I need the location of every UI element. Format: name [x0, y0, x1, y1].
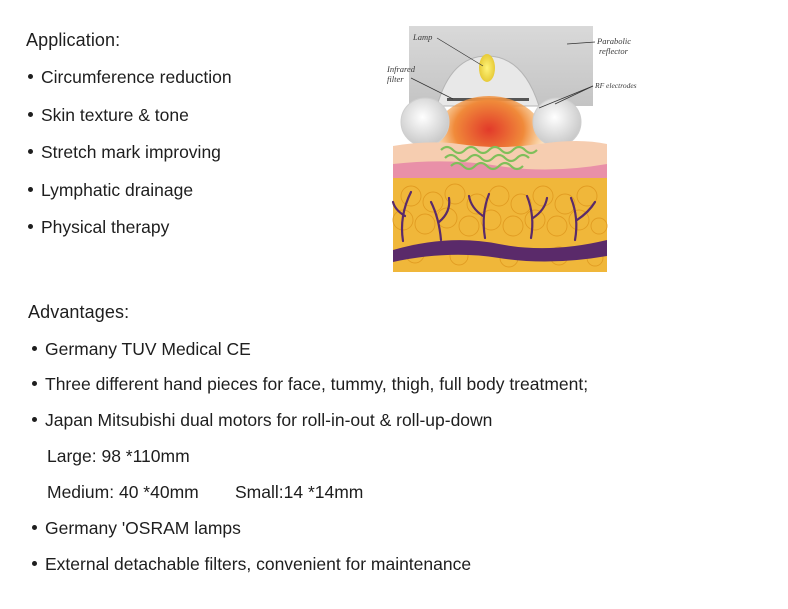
size-large: Large: 98 *110mm [47, 446, 190, 466]
rf-electrodes-label: RF electrodes [595, 81, 637, 90]
bullet-icon [28, 74, 33, 79]
advantage-item-label: Three different hand pieces for face, tummy, thigh, full body treatment; [45, 374, 589, 394]
application-item [28, 142, 221, 163]
bullet-icon [28, 112, 33, 117]
bullet-icon [28, 149, 33, 154]
size-medium: Medium: 40 *40mm [47, 482, 199, 502]
lamp-icon [479, 54, 495, 82]
bullet-icon [32, 561, 37, 566]
application-item-label: Circumference reduction [41, 67, 232, 87]
infrared-label: Infrared [387, 64, 416, 74]
application-item [28, 105, 189, 126]
reflector-label: reflector [599, 46, 628, 56]
rf-electrode-roller-left [401, 98, 449, 146]
advantage-item-label: Japan Mitsubishi dual motors for roll-in-out & roll-up-down [45, 410, 493, 430]
rf-electrode-roller-right [533, 98, 581, 146]
lamp-label: Lamp [413, 32, 433, 42]
advantage-item-label: Germany TUV Medical CE [45, 339, 251, 359]
bullet-icon [28, 187, 33, 192]
advantage-item [32, 554, 471, 575]
bullet-icon [32, 346, 37, 351]
size-small: Small:14 *14mm [235, 482, 364, 502]
advantage-item-label: External detachable filters, convenient for maintenance [45, 554, 472, 574]
advantages-heading: Advantages: [28, 302, 130, 322]
application-item-label: Physical therapy [41, 217, 170, 237]
treatment-diagram [387, 26, 637, 272]
advantage-item-label: Germany 'OSRAM lamps [45, 518, 241, 538]
advantage-item [32, 374, 588, 395]
parabolic-label: Parabolic [597, 36, 631, 46]
application-item [28, 217, 169, 238]
advantage-item [32, 518, 241, 539]
application-item-label: Stretch mark improving [41, 142, 221, 162]
application-item-label: Skin texture & tone [41, 105, 189, 125]
bullet-icon [28, 224, 33, 229]
bullet-icon [32, 417, 37, 422]
application-item [28, 180, 193, 201]
bullet-icon [32, 381, 37, 386]
application-heading: Application: [26, 30, 121, 50]
bullet-icon [32, 525, 37, 530]
application-item-label: Lymphatic drainage [41, 180, 194, 200]
advantage-item [32, 339, 251, 360]
application-item [28, 67, 232, 88]
advantage-item [32, 410, 492, 431]
filter-label: filter [387, 74, 404, 84]
